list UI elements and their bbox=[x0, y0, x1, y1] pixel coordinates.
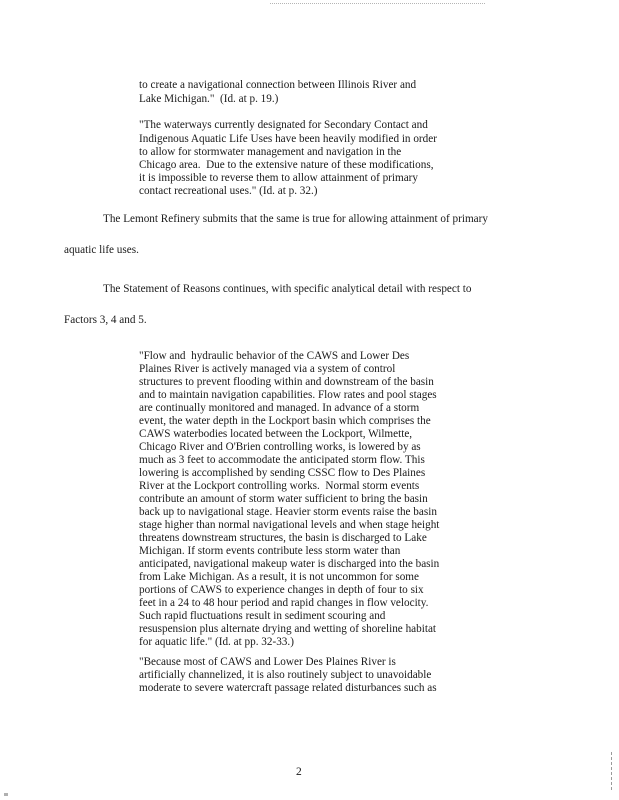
scan-edge-artifact bbox=[611, 752, 614, 790]
quote-3-line: resuspension plus alternate drying and wetting of shoreline habitat bbox=[139, 623, 437, 635]
quote-2-line: Chicago area. Due to the extensive nature of these modifications, bbox=[139, 159, 434, 171]
quote-2-line: contact recreational uses." (Id. at p. 32.) bbox=[139, 185, 318, 197]
quote-3-line: event, the water depth in the Lockport basin which comprises the bbox=[139, 415, 431, 427]
quote-3-line: Plaines River is actively managed via a system of control bbox=[139, 363, 396, 375]
quote-3-line: CAWS waterbodies located between the Lockport, Wilmette, bbox=[139, 428, 413, 440]
quote-2-line: to allow for stormwater management and navigation in the bbox=[139, 146, 402, 158]
quote-3-line: "Flow and hydraulic behavior of the CAWS and Lower Des bbox=[139, 350, 410, 362]
quote-3-line: Such rapid fluctuations result in sediment scouring and bbox=[139, 610, 386, 622]
quote-3-line: stage higher than normal navigational levels and when stage height bbox=[139, 519, 440, 531]
quote-3-line: Michigan. If storm events contribute less storm water than bbox=[139, 545, 401, 557]
paragraph-1-line: The Lemont Refinery submits that the same is true for allowing attainment of primary bbox=[103, 213, 488, 225]
quote-3-line: for aquatic life." (Id. at pp. 32-33.) bbox=[139, 636, 294, 648]
quote-2-line: it is impossible to reverse them to allow attainment of primary bbox=[139, 172, 419, 184]
paragraph-2-line: Factors 3, 4 and 5. bbox=[64, 314, 147, 326]
paragraph-2-line: The Statement of Reasons continues, with specific analytical detail with respect to bbox=[103, 283, 472, 295]
quote-3-line: and to maintain navigation capabilities. Flow rates and pool stages bbox=[139, 389, 437, 401]
quote-3-line: threatens downstream structures, the basin is discharged to Lake bbox=[139, 532, 427, 544]
quote-3-line: Chicago River and O'Brien controlling works, is lowered by as bbox=[139, 441, 421, 453]
quote-3-line: much as 3 feet to accommodate the anticipated storm flow. This bbox=[139, 454, 425, 466]
quote-3-line: River at the Lockport controlling works. Normal storm events bbox=[139, 480, 420, 492]
quote-3-line: back up to navigational stage. Heavier storm events raise the basin bbox=[139, 506, 437, 518]
quote-4-line: moderate to severe watercraft passage related disturbances such as bbox=[139, 682, 437, 694]
quote-1-line: Lake Michigan." (Id. at p. 19.) bbox=[139, 93, 279, 105]
quote-4-line: "Because most of CAWS and Lower Des Plaines River is bbox=[139, 656, 396, 668]
quote-3-line: feet in a 24 to 48 hour period and rapid changes in flow velocity. bbox=[139, 597, 429, 609]
quote-3-line: structures to prevent flooding within and downstream of the basin bbox=[139, 376, 434, 388]
quote-1-line: to create a navigational connection between Illinois River and bbox=[139, 79, 417, 91]
quote-3-line: portions of CAWS to experience changes in depth of four to six bbox=[139, 584, 424, 596]
quote-2-line: Indigenous Aquatic Life Uses have been heavily modified in order bbox=[139, 133, 437, 145]
scan-header-artifact bbox=[270, 3, 485, 4]
quote-4-line: artificially channelized, it is also routinely subject to unavoidable bbox=[139, 669, 432, 681]
quote-2-line: "The waterways currently designated for Secondary Contact and bbox=[139, 119, 428, 131]
scan-corner-artifact bbox=[4, 793, 8, 796]
quote-3-line: from Lake Michigan. As a result, it is not uncommon for some bbox=[139, 571, 419, 583]
quote-3-line: contribute an amount of storm water sufficient to bring the basin bbox=[139, 493, 428, 505]
page-number: 2 bbox=[296, 766, 302, 778]
quote-3-line: are continually monitored and managed. In advance of a storm bbox=[139, 402, 420, 414]
quote-3-line: lowering is accomplished by sending CSSC flow to Des Plaines bbox=[139, 467, 426, 479]
paragraph-1-line: aquatic life uses. bbox=[64, 244, 139, 256]
quote-3-line: anticipated, navigational makeup water is discharged into the basin bbox=[139, 558, 440, 570]
